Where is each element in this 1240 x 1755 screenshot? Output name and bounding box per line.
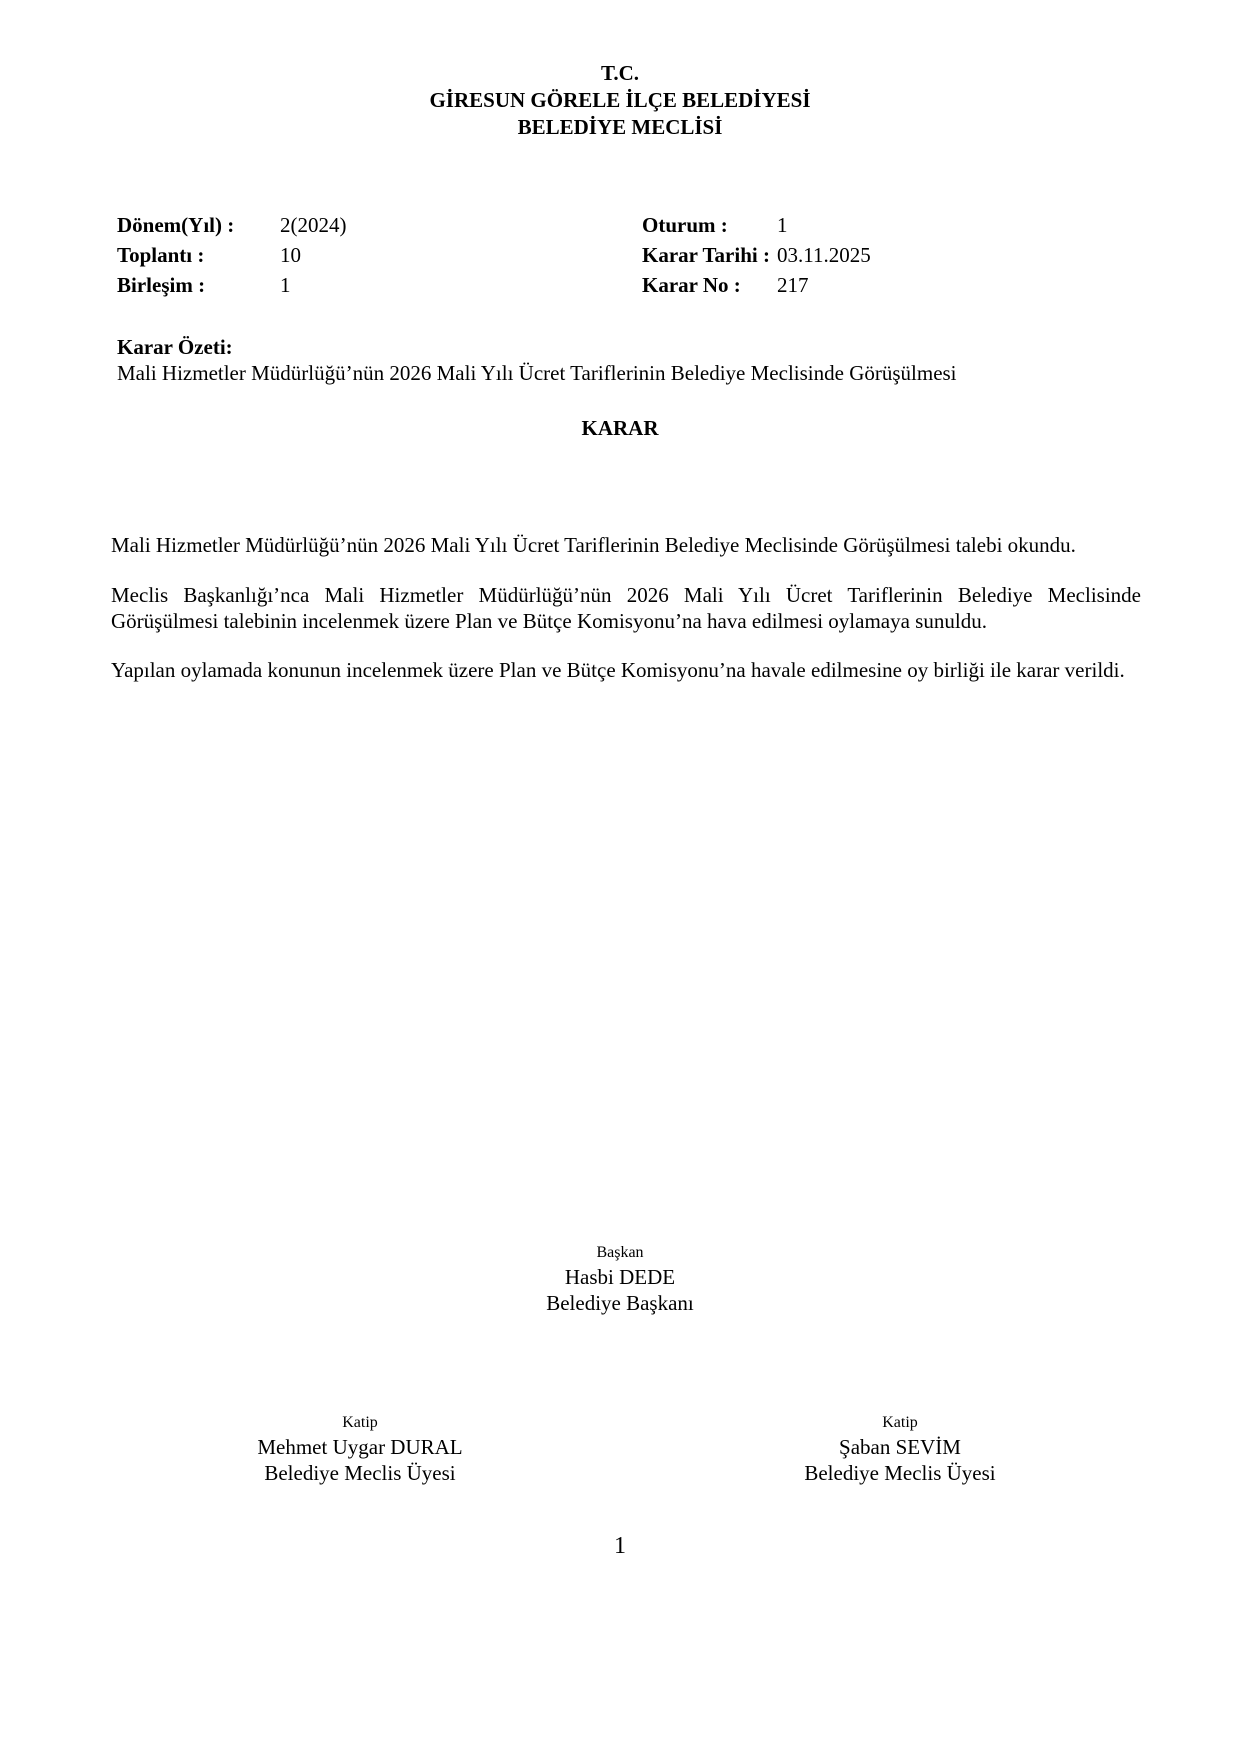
karar-no-label: Karar No : (642, 273, 741, 297)
meta-row-3 (0, 273, 1240, 297)
paragraph-1: Mali Hizmetler Müdürlüğü’nün 2026 Mali Yılı Ücret Tariflerinin Belediye Meclisinde Görüşülmesi talebi okundu. (111, 533, 1076, 557)
karar-no-value: 217 (777, 273, 809, 297)
karar-tarihi-label: Karar Tarihi : (642, 243, 770, 267)
karar-heading: KARAR (581, 416, 659, 440)
header-tc: T.C. (600, 61, 640, 85)
katip-left-name: Mehmet Uygar DURAL (257, 1435, 463, 1459)
signature-baskan (470, 1242, 770, 1316)
katip-left-title: Belediye Meclis Üyesi (264, 1461, 456, 1485)
birlesim-value: 1 (280, 273, 291, 297)
document-header (0, 60, 1240, 141)
header-council: BELEDİYE MECLİSİ (517, 115, 723, 139)
summary-text: Mali Hizmetler Müdürlüğü’nün 2026 Mali Yılı Ücret Tariflerinin Belediye Meclisinde Görüşülmesi (117, 361, 957, 385)
katip-right-role: Katip (882, 1414, 918, 1431)
page-number: 1 (614, 1533, 626, 1559)
birlesim-label: Birleşim : (117, 273, 206, 297)
baskan-name: Hasbi DEDE (564, 1265, 676, 1289)
meta-row-2 (0, 243, 1240, 267)
header-municipality: GİRESUN GÖRELE İLÇE BELEDİYESİ (429, 88, 811, 112)
katip-right-name: Şaban SEVİM (839, 1435, 961, 1459)
oturum-value: 1 (777, 213, 788, 237)
summary-title: Karar Özeti: (117, 335, 233, 359)
baskan-role: Başkan (596, 1244, 644, 1261)
signature-katip-right (750, 1412, 1050, 1486)
donem-value: 2(2024) (280, 213, 347, 237)
donem-label: Dönem(Yıl) : (117, 213, 235, 237)
toplanti-label: Toplantı : (117, 243, 205, 267)
karar-tarihi-value: 03.11.2025 (777, 243, 871, 267)
katip-right-title: Belediye Meclis Üyesi (804, 1461, 996, 1485)
baskan-title: Belediye Başkanı (546, 1291, 694, 1315)
katip-left-role: Katip (342, 1414, 378, 1431)
signature-katip-left (210, 1412, 510, 1486)
decision-summary (117, 334, 957, 386)
paragraph-2: Meclis Başkanlığı’nca Mali Hizmetler Müdürlüğü’nün 2026 Mali Yılı Ücret Tariflerinin Belediye Meclisinde Görüşülmesi talebinin incelenmek üzere Plan ve Bütçe Komisyonu’na hava edilmesi oylamaya sunuldu. (111, 583, 1141, 633)
paragraph-3: Yapılan oylamada konunun incelenmek üzere Plan ve Bütçe Komisyonu’na havale edilmesine oy birliği ile karar verildi. (111, 658, 1125, 682)
toplanti-value: 10 (280, 243, 301, 267)
meta-row-1 (0, 213, 1240, 237)
oturum-label: Oturum : (642, 213, 728, 237)
